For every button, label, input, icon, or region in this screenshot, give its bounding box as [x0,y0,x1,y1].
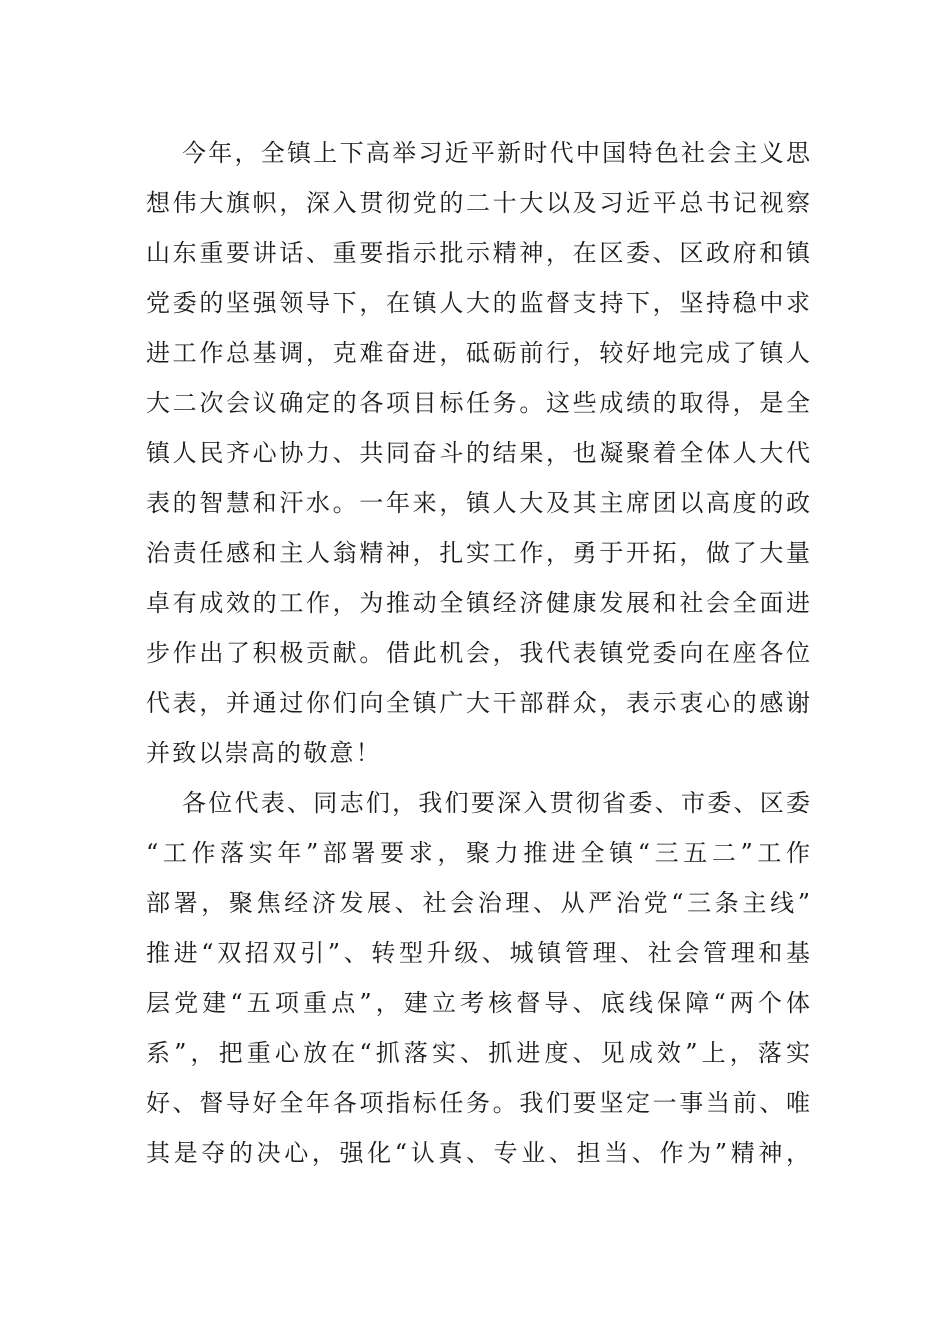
paragraph-1-line-9: 治责任感和主人翁精神，扎实工作，勇于开拓，做了大量 [146,539,810,567]
paragraph-1-line-13: 并致以崇高的敬意！ [146,739,382,767]
paragraph-2-line-8: 其是夺的决心，强化“认真、专业、担当、作为”精神， [146,1139,810,1167]
paragraph-1-line-1: 今年，全镇上下高举习近平新时代中国特色社会主义思 [182,139,810,167]
paragraph-2-line-7: 好、督导好全年各项指标任务。我们要坚定一事当前、唯 [146,1089,810,1117]
paragraph-2-line-1: 各位代表、同志们，我们要深入贯彻省委、市委、区委 [182,789,810,817]
paragraph-2-line-3: 部署，聚焦经济发展、社会治理、从严治党“三条主线” [146,889,810,917]
paragraph-1-line-4: 党委的坚强领导下，在镇人大的监督支持下，坚持稳中求 [146,289,810,317]
paragraph-1-line-8: 表的智慧和汗水。一年来，镇人大及其主席团以高度的政 [146,489,810,517]
paragraph-1-line-10: 卓有成效的工作，为推动全镇经济健康发展和社会全面进 [146,589,810,617]
paragraph-2-line-2: “工作落实年”部署要求，聚力推进全镇“三五二”工作 [146,839,810,867]
paragraph-1-line-5: 进工作总基调，克难奋进，砥砺前行，较好地完成了镇人 [146,339,810,367]
paragraph-1-line-7: 镇人民齐心协力、共同奋斗的结果，也凝聚着全体人大代 [146,439,810,467]
paragraph-2-line-4: 推进“双招双引”、转型升级、城镇管理、社会管理和基 [146,939,810,967]
paragraph-1-line-6: 大二次会议确定的各项目标任务。这些成绩的取得，是全 [146,389,810,417]
paragraph-1-line-11: 步作出了积极贡献。借此机会，我代表镇党委向在座各位 [146,639,810,667]
paragraph-1-line-2: 想伟大旗帜，深入贯彻党的二十大以及习近平总书记视察 [146,189,810,217]
paragraph-2-line-6: 系”，把重心放在“抓落实、抓进度、见成效”上，落实 [146,1039,810,1067]
paragraph-1-line-3: 山东重要讲话、重要指示批示精神，在区委、区政府和镇 [146,239,810,267]
paragraph-1-line-12: 代表，并通过你们向全镇广大干部群众，表示衷心的感谢 [146,689,810,717]
body-text [146,128,810,1178]
paragraph-2-line-5: 层党建“五项重点”，建立考核督导、底线保障“两个体 [146,989,810,1017]
